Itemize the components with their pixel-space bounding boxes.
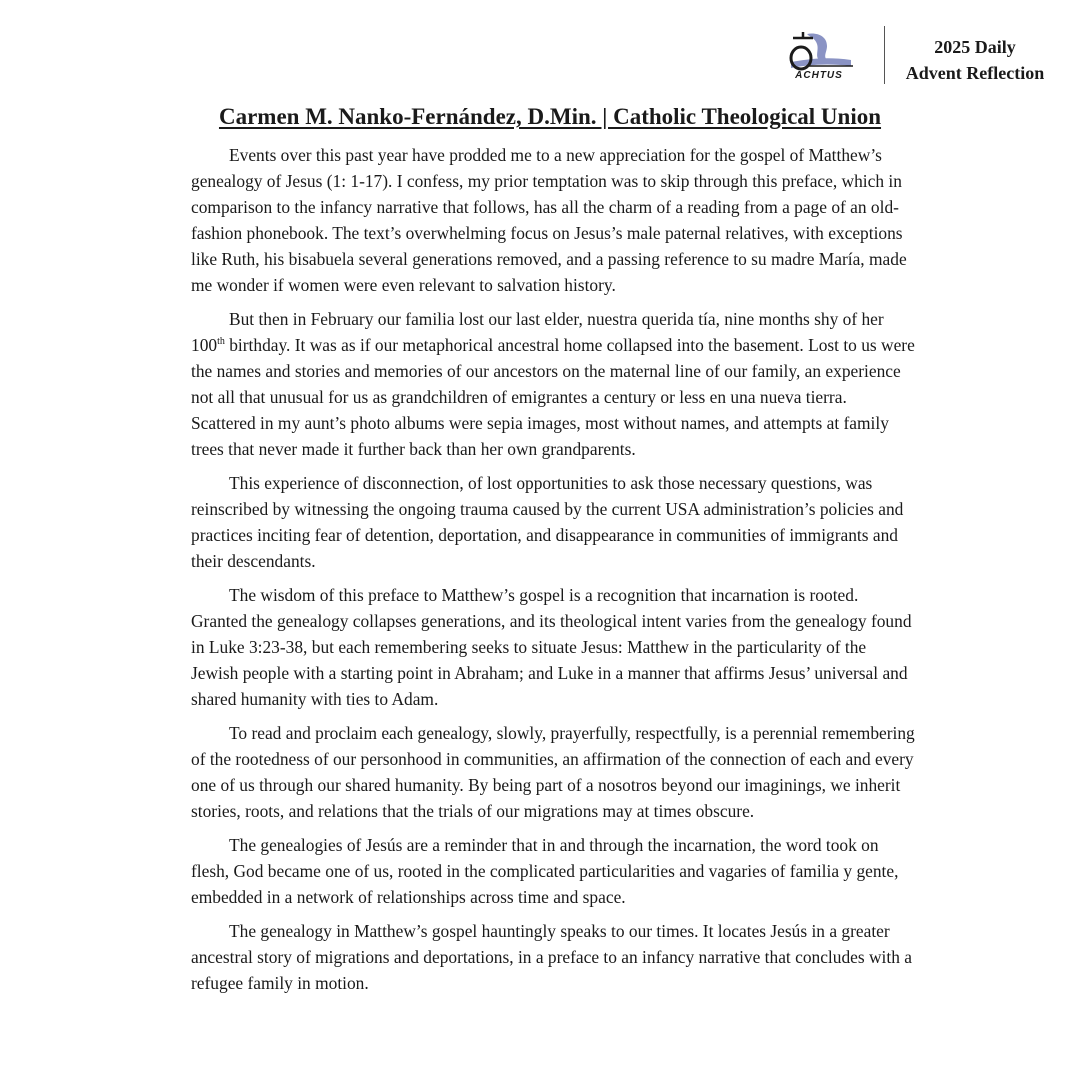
series-title xyxy=(895,34,1055,86)
paragraph-7: The genealogy in Matthew’s gospel hauntingly speaks to our times. It locates Jesús in a greater ancestral story of migrations and deportations, in a preface to an infancy narrative that concludes with a refugee family in motion. xyxy=(191,921,912,993)
paragraph-3: This experience of disconnection, of lost opportunities to ask those necessary questions, was reinscribed by witnessing the ongoing trauma caused by the current USA administration’s policies and practices inciting fear of detention, deportation, and disappearance in communities of immigrants and their descendants. xyxy=(191,473,904,571)
logo-wordmark: ACHTUS xyxy=(795,70,843,81)
paragraph-6: The genealogies of Jesús are a reminder that in and through the incarnation, the word took on flesh, God became one of us, rooted in the complicated particularities and vagaries of familia y gente, embedded in a network of relationships across time and space. xyxy=(191,835,899,907)
author-title: Carmen M. Nanko-Fernández, D.Min. | Catholic Theological Union xyxy=(218,104,882,129)
paragraph-2 xyxy=(191,306,915,462)
reflection-body xyxy=(191,142,915,1004)
paragraph-2-text-b: birthday. It was as if our metaphorical ancestral home collapsed into the basement. Lost to us were the names and stories and memories of our ancestors on the maternal line of our family, an experience not all that unusual for us as grandchildren of emigrantes a century or less en una nueva tierra. Scattered in my aunt’s photo albums were sepia images, most without names, and attempts at family trees that never made it further back than her own grandparents. xyxy=(191,335,915,459)
header-divider xyxy=(884,26,885,84)
paragraph-2-text-a: But then in February our familia lost our last elder, nuestra querida tía, nine months shy of her 100 xyxy=(191,309,884,355)
logo-mark-icon xyxy=(783,30,855,74)
achtus-logo xyxy=(783,30,855,86)
ordinal-suffix: th xyxy=(217,336,225,348)
paragraph-4: The wisdom of this preface to Matthew’s gospel is a recognition that incarnation is rooted. Granted the genealogy collapses generations, and its theological intent varies from the genealogy found in Luke 3:23-38, but each remembering seeks to situate Jesus: Matthew in the particularity of the Jewish people with a starting point in Abraham; and Luke in a manner that affirms Jesus’ universal and shared humanity with ties to Adam. xyxy=(191,585,912,709)
paragraph-1: Events over this past year have prodded me to a new appreciation for the gospel of Matthew’s genealogy of Jesus (1: 1-17). I confess, my prior temptation was to skip through this preface, which in comparison to the infancy narrative that follows, has all the charm of a reading from a page of an old-fashion phonebook. The text’s overwhelming focus on Jesus’s male paternal relatives, with exceptions like Ruth, his bisabuela several generations removed, and a passing reference to su madre María, made me wonder if women were even relevant to salvation history. xyxy=(191,145,907,295)
series-line-2: Advent Reflection xyxy=(905,63,1045,83)
paragraph-5: To read and proclaim each genealogy, slowly, prayerfully, respectfully, is a perennial remembering of the rootedness of our personhood in communities, an affirmation of the connection of each and every one of us through our shared humanity. By being part of a nosotros beyond our imaginings, we inherit stories, roots, and relations that the trials of our migrations may at times obscure. xyxy=(191,723,915,821)
series-line-1: 2025 Daily xyxy=(934,37,1016,57)
